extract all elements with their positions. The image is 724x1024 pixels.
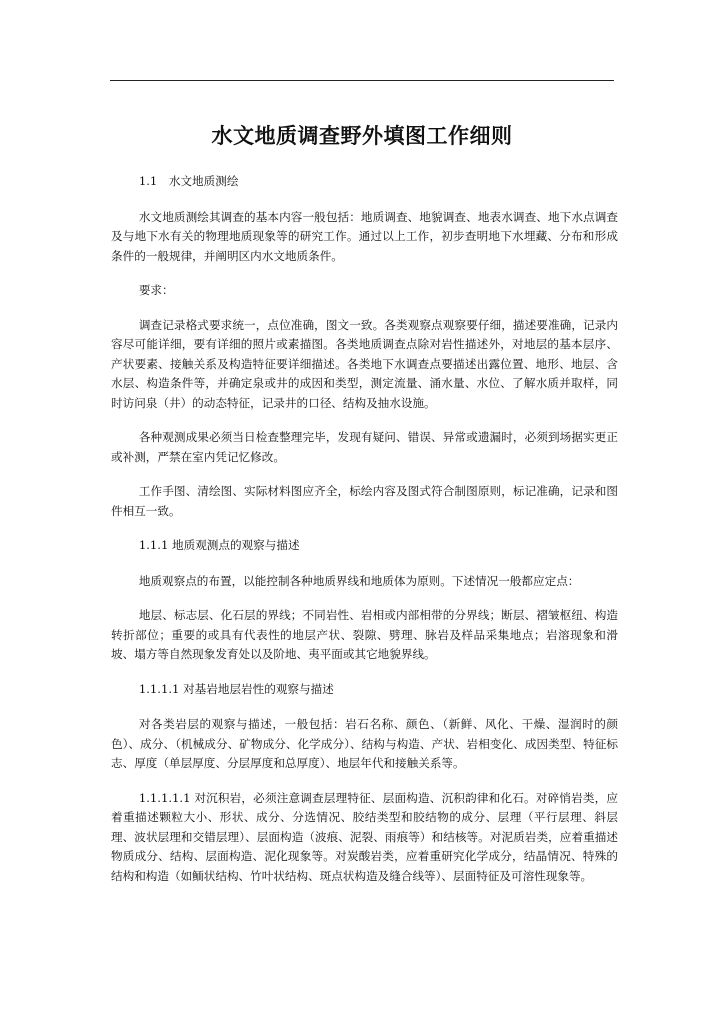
- paragraph-point-layout: 地质观察点的布置，以能控制各种地质界线和地质体为原则。下述情况一般都应定点：: [138, 573, 580, 588]
- document-title: 水文地质调查野外填图工作细则: [211, 123, 513, 148]
- paragraph-daily-check: 各种观测成果必须当日检查整理完毕，发现有疑问、错误、异常或遗漏时，必须到场据实更正或补测，严禁在室内凭记忆修改。: [111, 430, 618, 464]
- section-heading-1-1-1-1: 1.1.1.1 对基岩地层岩性的观察与描述: [138, 681, 334, 696]
- document-body: [111, 172, 618, 901]
- paragraph-lithology: 对各类岩层的观察与描述，一般包括：岩石名称、颜色、（新鲜、风化、干燥、湿润时的颜色）、成分、（机械成分、矿物成分、化学成分）、结构与构造、产状、岩相变化、成因类型、特征标志、厚度（单层厚度、分层厚度和总厚度）、地层年代和接触关系等。: [111, 717, 618, 770]
- header-rule: [110, 80, 614, 81]
- paragraph-requirements-label: 要求：: [138, 283, 174, 297]
- paragraph-sedimentary: 1.1.1.1.1 对沉积岩，必须注意调查层理特征、层面构造、沉积韵律和化石。对碎悄岩类，应着重描述颗粒大小、形状、成分、分选情况、胶结类型和胶结物的成分、层理（平行层理、斜层理、波状层理和交错层理）、层面构造（波痕、泥裂、雨痕等）和结核等。对泥质岩类，应着重描述物质成分、结构、层面构造、泥化现象等。对炭酸岩类，应着重研究化学成分，结晶情况、特殊的结构和构造（如鲕状结构、竹叶状结构、斑点状构造及缝合线等）、层面特征及可溶性现象等。: [111, 790, 618, 883]
- paragraph-maps: 工作手图、清绘图、实际材料图应齐全，标绘内容及图式符合制图原则，标记准确，记录和图件相互一致。: [111, 484, 618, 518]
- section-heading-1-1-1: 1.1.1 地质观测点的观察与描述: [138, 538, 300, 552]
- paragraph-record-requirements: 调查记录格式要求统一，点位准确，图文一致。各类观察点观察要仔细，描述要准确，记录内容尽可能详细，要有详细的照片或素描图。各类地质调查点除对岩性描述外，对地层的基本层序、产状要素、接触关系及构造特征要详细描述。各类地下水调查点要描述出露位置、地形、地层、含水层、构造条件等，并确定泉或井的成因和类型，测定流量、涌水量、水位、了解水质并取样，同时访问泉（井）的动态特征，记录井的口径、结构及抽水设施。: [111, 317, 618, 410]
- paragraph-point-cases: 地层、标志层、化石层的界线；不同岩性、岩相或内部相带的分界线；断层、褶皱枢纽、构造转折部位；重要的或具有代表性的地层产状、裂隙、劈理、脉岩及样品采集地点；岩溶现象和滑坡、塌方等自然现象发育处以及阶地、夷平面或其它地貌界线。: [111, 608, 618, 661]
- paragraph-survey-scope: 水文地质测绘其调查的基本内容一般包括：地质调查、地貌调查、地表水调查、地下水点调查及与地下水有关的物理地质现象等的研究工作。通过以上工作，初步查明地下水埋藏、分布和形成条件的一般规律，并阐明区内水文地质条件。: [111, 209, 618, 263]
- section-heading-1-1: 1.1 水文地质测绘: [138, 174, 239, 188]
